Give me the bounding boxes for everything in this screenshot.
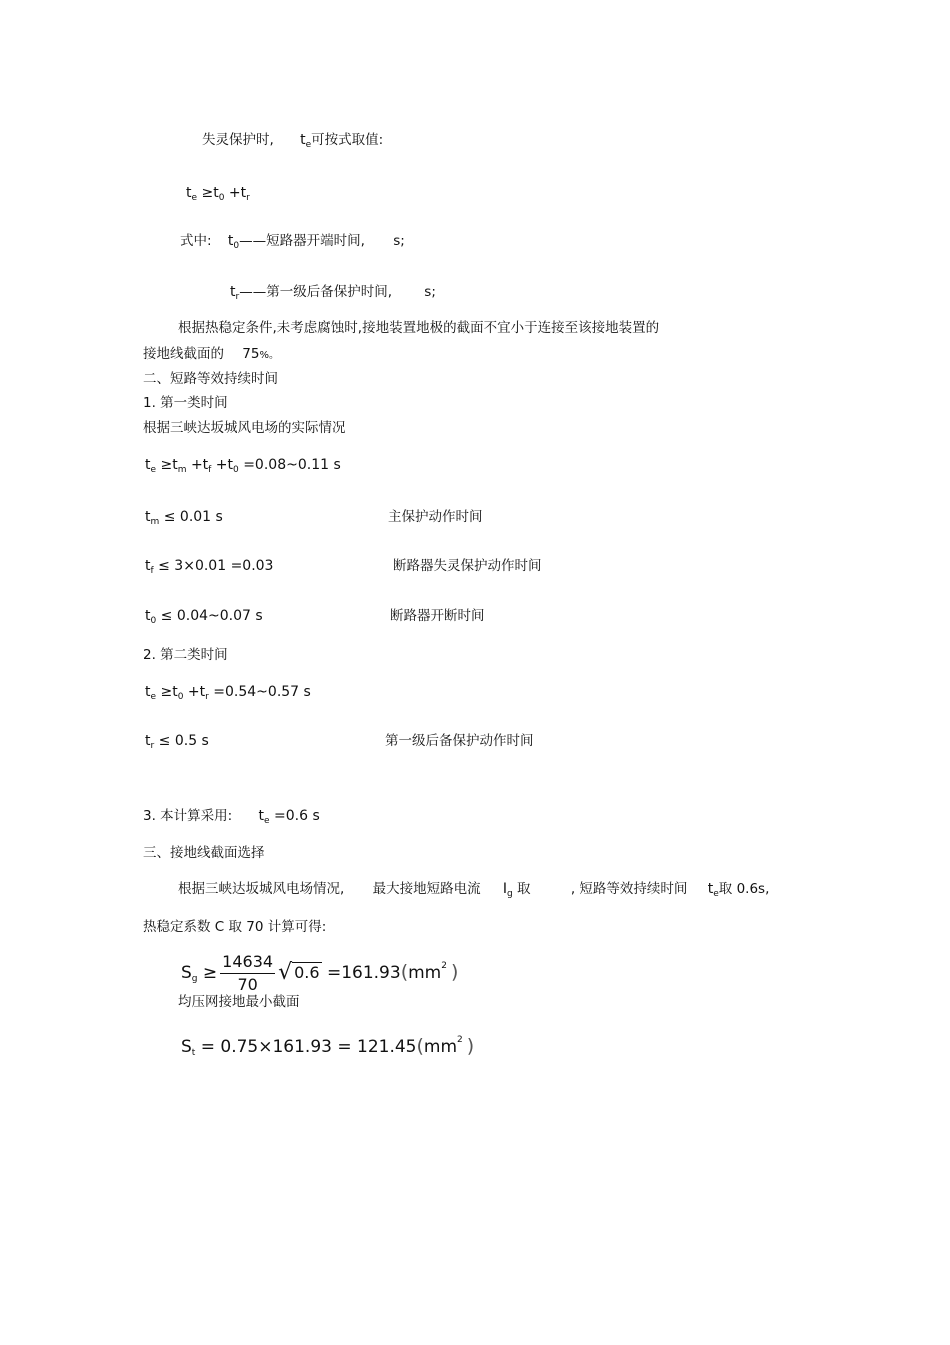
subheading-adopted-value: 3. 本计算采用: $t_e =0.6$ s [143,808,320,826]
definition-t0: 式中: $t_0——$短路器开端时间, s; [180,233,405,251]
desc-breaker-failure-protection: 断路器失灵保护动作时间 [393,558,542,574]
paragraph-ground-wire: 根据三峡达坂城风电场情况, 最大接地短路电流 $I_g$ 取 , 短路等效持续时间 $t_e$取 0.6s, [178,881,770,899]
paragraph-thermal-stability: 根据热稳定条件,未考虑腐蚀时,接地装置地极的截面不宜小于连接至该接地装置的 [178,320,660,336]
formula-t0: $t_0$ ≤ 0.04~0.07 s [145,608,263,626]
subheading-first-class-time: 1. 第一类时间 [143,395,228,411]
formula-te-ge-t0-tr: $t_e \ge t_0 +t_r$ [186,185,250,203]
equation-st: $S_t = 0.75\times 161.93 = 121.45(mm^2$ ) [181,1035,475,1058]
section-heading-3: 三、接地线截面选择 [143,845,265,861]
paragraph-thermal-coefficient: 热稳定系数 C 取 70 计算可得: [143,919,327,935]
equation-sg: $S_g$ ≥ $\frac{14634}{70}$ √ $0.6 =161.93(mm^2$ ) [181,943,458,1002]
paragraph-grid-min-section: 均压网接地最小截面 [178,994,300,1010]
formula-te-second: $t_e \ge t_0 +t_r$ =0.54~0.57 s [145,684,311,702]
paragraph-site-condition: 根据三峡达坂城风电场的实际情况 [143,420,346,436]
formula-te-sum: $t_e \ge t_m +t_f +t_0$ =0.08~0.11 s [145,457,341,475]
definition-tr: $t_r——$第一级后备保护时间, s; [230,284,436,302]
desc-main-protection: 主保护动作时间 [388,509,483,525]
formula-tf: $t_f \le 3\times 0.01 =0.03$ [145,558,274,576]
section-heading-2: 二、短路等效持续时间 [143,371,278,387]
square-root: √ 0.6 [278,960,320,985]
formula-tr: $t_r \le 0.5$ s [145,733,209,751]
paragraph-thermal-stability-cont: 接地线截面的 75%。 [143,346,279,362]
desc-breaker-break-time: 断路器开断时间 [390,608,485,624]
fraction: $\frac{14634}{70}$ [222,951,274,994]
text-line-failure-protection: 失灵保护时, $t_e$可按式取值: [202,132,384,150]
formula-tm: $t_m \le 0.01$ s [145,509,223,527]
desc-backup-protection: 第一级后备保护动作时间 [385,733,534,749]
subheading-second-class-time: 2. 第二类时间 [143,647,228,663]
